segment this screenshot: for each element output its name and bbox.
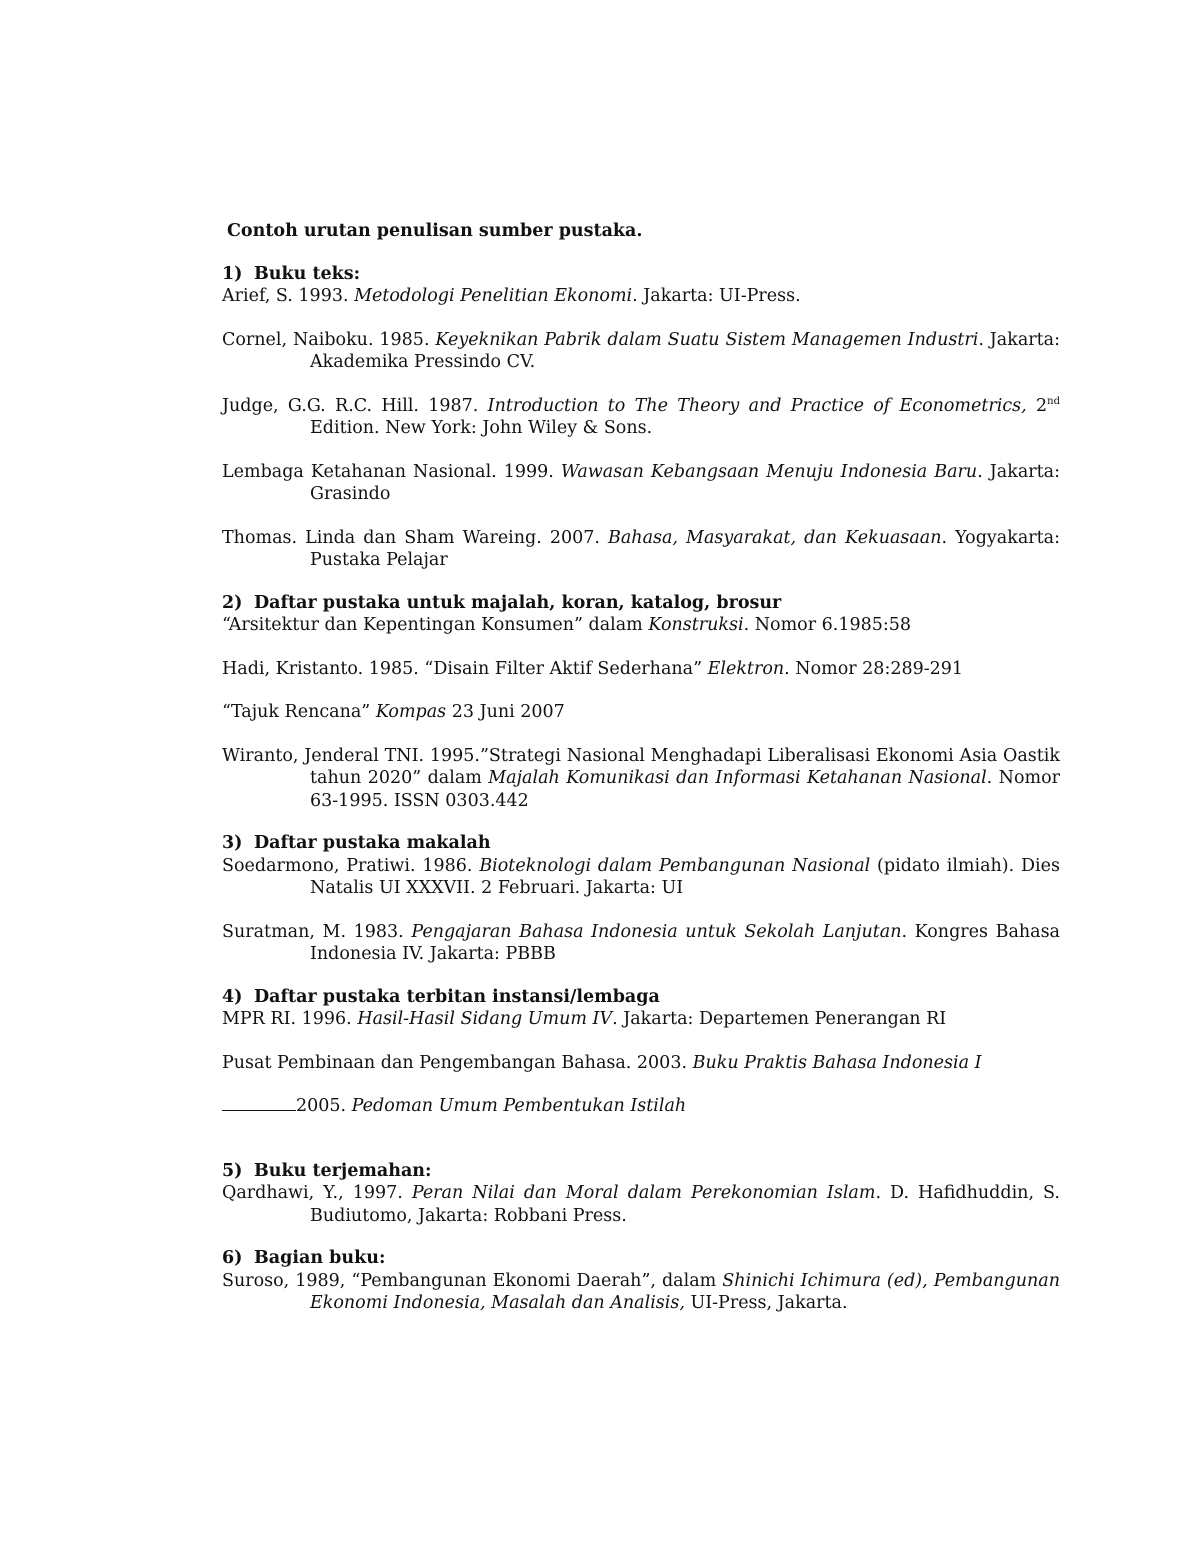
section-majalah-koran [222, 592, 1060, 813]
entry-text: . Jakarta: Departemen Penerangan RI [612, 1009, 947, 1029]
entry-text: . Jakarta: Akademika Pressindo CV. [310, 329, 1060, 372]
section-number: 2) [222, 592, 243, 613]
entry-text: . Yogyakarta: Pustaka Pelajar [310, 527, 1060, 570]
reference-entry [222, 701, 1060, 724]
entry-text: . Jakarta: Grasindo [310, 461, 1060, 504]
entry-title: Konstruksi [648, 615, 744, 635]
entry-text: UI-Press, Jakarta. [684, 1293, 848, 1313]
reference-entry [222, 1182, 1060, 1227]
entry-title: Shinichi Ichimura (ed), Pembangunan Ekonomi Indonesia, Masalah dan Analisis, [310, 1270, 1061, 1313]
section-title: Daftar pustaka untuk majalah, koran, katalog, brosur [254, 592, 782, 613]
entry-title: Majalah Komunikasi dan Informasi Ketahanan Nasional [488, 768, 987, 788]
document-page [222, 220, 1060, 1315]
section-heading [222, 263, 1060, 286]
section-title: Buku teks: [254, 263, 361, 284]
reference-entry [222, 745, 1060, 813]
reference-entry [222, 527, 1060, 572]
entry-text: Edition. New York: John Wiley & Sons. [310, 418, 653, 438]
reference-entry [222, 658, 1060, 681]
section-heading [222, 1160, 1060, 1183]
entry-text: 2 [1036, 395, 1048, 416]
entry-text: . D. Hafidhuddin, S. Budiutomo, Jakarta: Robbani Press. [310, 1183, 1060, 1226]
entry-title: Bioteknologi dalam Pembangunan Nasional [479, 855, 871, 876]
entry-text: Pusat Pembinaan dan Pengembangan Bahasa. 2003. [222, 1052, 693, 1073]
entry-text: Arief, S. 1993. [222, 286, 355, 306]
section-instansi [222, 986, 1060, 1118]
entry-title: Metodologi Penelitian Ekonomi [354, 286, 633, 306]
entry-text: Wiranto, Jenderal TNI. 1995.”Strategi Nasional Menghadapi Liberalisasi Ekonomi Asia Oastik tahun 2020” dalam [222, 745, 1060, 788]
entry-text: Hadi, Kristanto. 1985. “Disain Filter Aktif Sederhana” [222, 658, 708, 679]
entry-title: Keyeknikan Pabrik dalam Suatu Sistem Managemen Industri [435, 329, 979, 350]
reference-entry [222, 1270, 1060, 1315]
ordinal-superscript: nd [1047, 395, 1060, 407]
reference-entry [222, 855, 1060, 900]
section-number: 6) [222, 1248, 243, 1268]
entry-text: Lembaga Ketahanan Nasional. 1999. [222, 461, 561, 482]
section-heading [222, 592, 1060, 615]
entry-text: Thomas. Linda dan Sham Wareing. 2007. [222, 527, 609, 548]
section-heading [222, 832, 1060, 855]
entry-text: 2005. [296, 1096, 352, 1116]
section-number: 4) [222, 986, 243, 1007]
reference-entry [222, 921, 1060, 966]
section-heading [222, 1247, 1060, 1270]
section-makalah [222, 832, 1060, 966]
entry-text: . Nomor 6.1985:58 [743, 615, 912, 635]
entry-text: Suratman, M. 1983. [222, 921, 412, 942]
section-title: Daftar pustaka terbitan instansi/lembaga [254, 986, 660, 1007]
entry-text: MPR RI. 1996. [222, 1009, 358, 1029]
reference-entry [222, 1008, 1060, 1031]
entry-text: Soedarmono, Pratiwi. 1986. [222, 855, 480, 876]
entry-text: Qardhawi, Y., 1997. [222, 1183, 412, 1203]
entry-title: Hasil-Hasil Sidang Umum IV [357, 1009, 613, 1029]
section-title: Buku terjemahan: [254, 1160, 432, 1181]
entry-title: Wawasan Kebangsaan Menuju Indonesia Baru [560, 461, 978, 482]
entry-title: Pengajaran Bahasa Indonesia untuk Sekolah Lanjutan [411, 921, 902, 942]
section-heading [222, 986, 1060, 1009]
entry-title: Pedoman Umum Pembentukan Istilah [351, 1096, 687, 1116]
reference-entry [222, 395, 1060, 440]
section-number: 1) [222, 263, 243, 284]
entry-text: . Jakarta: UI-Press. [632, 286, 801, 306]
entry-text: . Nomor 28:289-291 [784, 658, 964, 679]
author-repeat-blank-line [222, 1096, 296, 1111]
reference-entry [222, 1052, 1060, 1075]
section-number: 5) [222, 1160, 243, 1181]
entry-text: 23 Juni 2007 [446, 702, 565, 722]
entry-title: Kompas [375, 702, 447, 722]
entry-title: Elektron [707, 658, 785, 679]
section-buku-teks [222, 263, 1060, 572]
entry-text: . Nomor 63-1995. ISSN 0303.442 [310, 768, 1060, 811]
entry-title: Bahasa, Masyarakat, dan Kekuasaan [608, 527, 942, 548]
reference-entry [222, 1095, 1060, 1118]
reference-entry [222, 461, 1060, 506]
section-number: 3) [222, 833, 243, 853]
entry-text: Suroso, 1989, “Pembangunan Ekonomi Daerah”, dalam [222, 1270, 723, 1291]
section-title: Bagian buku: [254, 1248, 386, 1268]
entry-text: “Arsitektur dan Kepentingan Konsumen” dalam [222, 615, 649, 635]
reference-entry [222, 285, 1060, 308]
section-terjemahan [222, 1160, 1060, 1228]
reference-entry [222, 614, 1060, 637]
reference-entry [222, 329, 1060, 374]
entry-text: “Tajuk Rencana” [222, 702, 376, 722]
entry-text: Cornel, Naiboku. 1985. [222, 329, 436, 350]
entry-text: Judge, G.G. R.C. Hill. 1987. [222, 395, 488, 416]
entry-text: . Kongres Bahasa Indonesia IV. Jakarta: PBBB [310, 921, 1060, 964]
entry-title: Peran Nilai dan Moral dalam Perekonomian Islam [411, 1183, 876, 1203]
entry-text: (pidato ilmiah). Dies Natalis UI XXXVII. 2 Februari. Jakarta: UI [310, 855, 1060, 898]
entry-title: Buku Praktis Bahasa Indonesia I [692, 1052, 982, 1073]
document-title: Contoh urutan penulisan sumber pustaka. [227, 221, 643, 241]
section-title: Daftar pustaka makalah [254, 833, 491, 853]
section-bagian-buku [222, 1247, 1060, 1315]
entry-title: Introduction to The Theory and Practice of Econometrics, [487, 395, 1037, 416]
